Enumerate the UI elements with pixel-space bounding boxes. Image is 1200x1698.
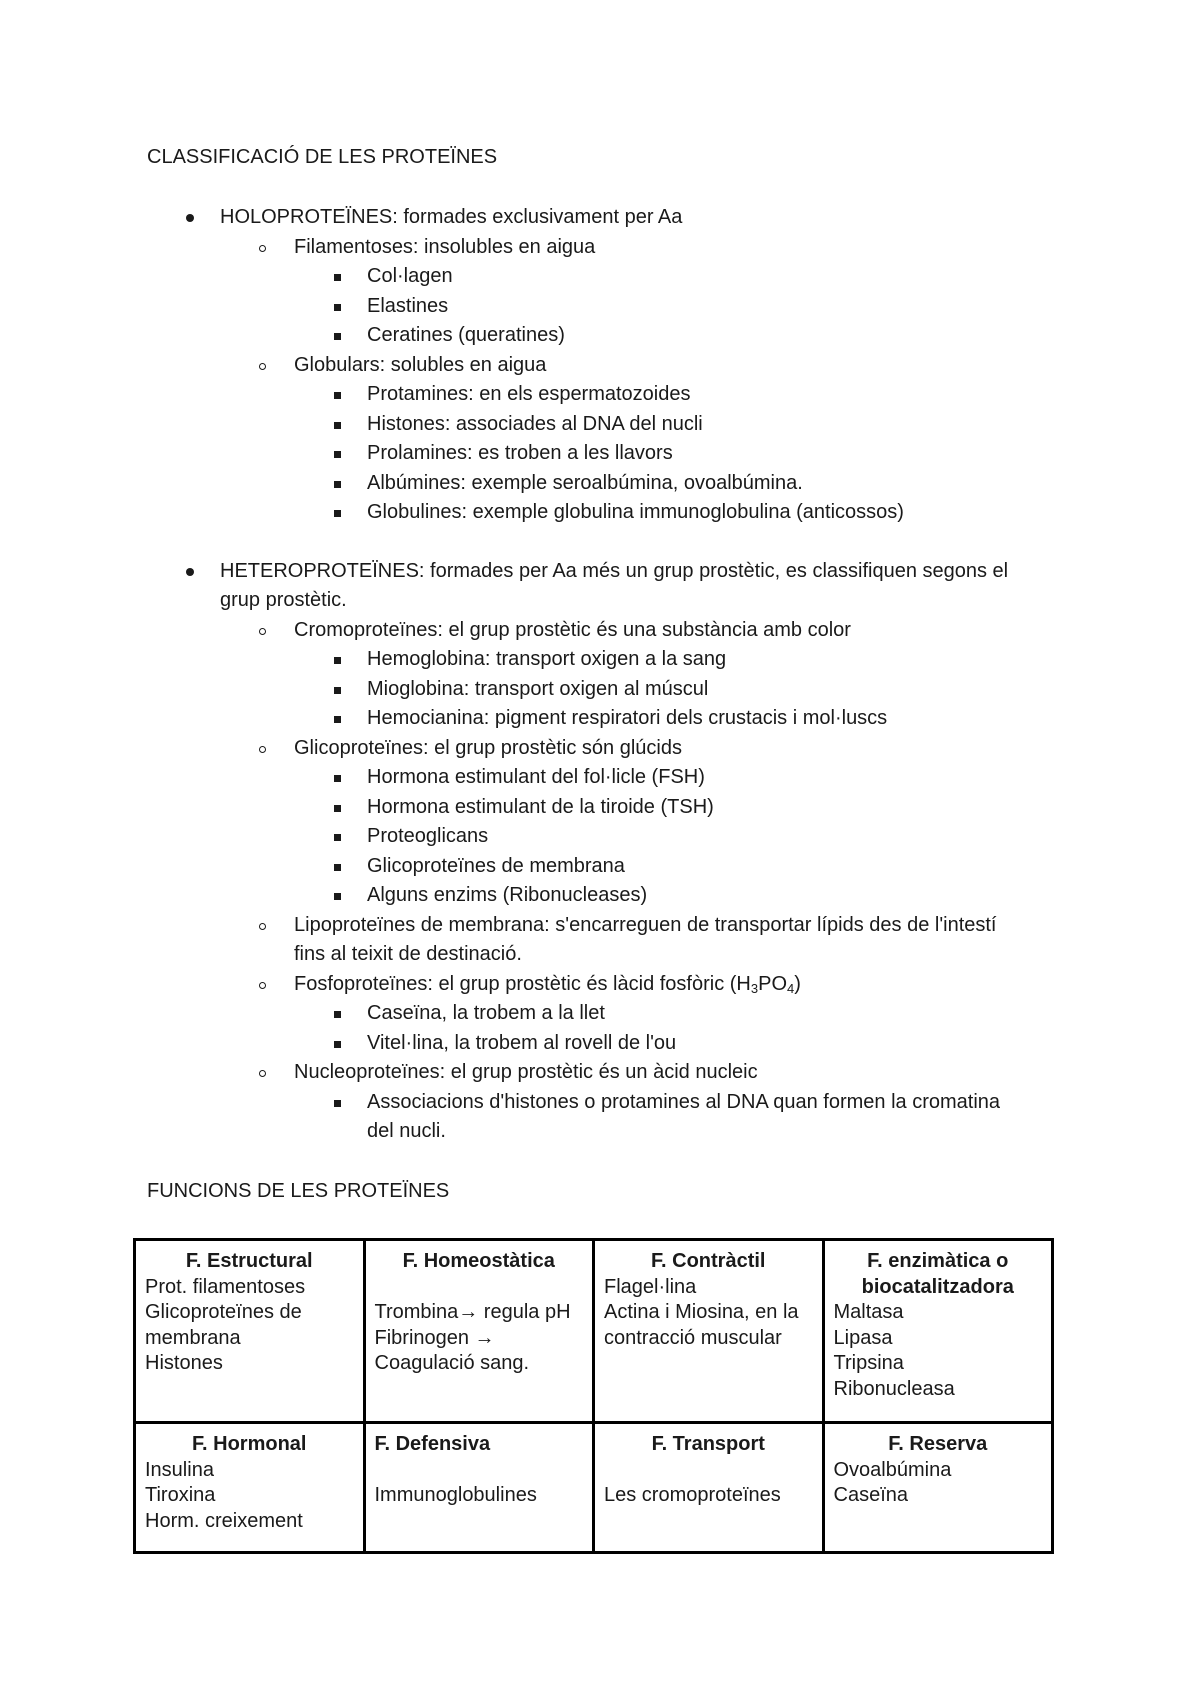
hollow-circle-bullet-icon	[259, 746, 266, 753]
square-bullet-icon	[334, 805, 341, 812]
classification-outline	[0, 203, 1200, 1147]
hollow-circle-bullet-icon	[259, 245, 266, 252]
hollow-circle-bullet-icon	[259, 628, 266, 635]
list-item: Proteoglicans	[0, 822, 1020, 852]
list-item-globulars: Globulars: solubles en aigua	[0, 351, 1020, 381]
square-bullet-icon	[334, 333, 341, 340]
list-item: Elastines	[0, 292, 1020, 322]
square-bullet-icon	[334, 1100, 341, 1107]
list-item: Caseïna, la trobem a la llet	[0, 999, 1020, 1029]
table-cell-contractil: F. Contràctil Flagel·lina Actina i Miosina, en la contracció muscular	[594, 1240, 824, 1423]
table-cell-estructural: F. Estructural Prot. filamentoses Glicoproteïnes de membrana Histones	[135, 1240, 365, 1423]
square-bullet-icon	[334, 1041, 341, 1048]
table-cell-reserva: F. Reserva Ovoalbúmina Caseïna	[823, 1423, 1053, 1553]
list-item: Vitel·lina, la trobem al rovell de l'ou	[0, 1029, 1020, 1059]
table-cell-hormonal: F. Hormonal Insulina Tiroxina Horm. creixement	[135, 1423, 365, 1553]
list-item: Alguns enzims (Ribonucleases)	[0, 881, 1020, 911]
table-cell-defensiva: F. Defensiva Immunoglobulines	[364, 1423, 594, 1553]
list-item: Ceratines (queratines)	[0, 321, 1020, 351]
list-item: Albúmines: exemple seroalbúmina, ovoalbúmina.	[0, 469, 1020, 499]
functions-heading: FUNCIONS DE LES PROTEÏNES	[147, 1180, 450, 1202]
list-item: Histones: associades al DNA del nucli	[0, 410, 1020, 440]
functions-table	[133, 1238, 1054, 1554]
square-bullet-icon	[334, 864, 341, 871]
square-bullet-icon	[334, 392, 341, 399]
list-item: Glicoproteïnes de membrana	[0, 852, 1020, 882]
square-bullet-icon	[334, 687, 341, 694]
square-bullet-icon	[334, 304, 341, 311]
list-item: Associacions d'histones o protamines al DNA quan formen la cromatina del nucli.	[0, 1088, 1020, 1147]
list-item: Hormona estimulant del fol·licle (FSH)	[0, 763, 1020, 793]
filled-circle-bullet-icon	[186, 214, 194, 222]
hollow-circle-bullet-icon	[259, 982, 266, 989]
table-cell-transport: F. Transport Les cromoproteïnes	[594, 1423, 824, 1553]
square-bullet-icon	[334, 775, 341, 782]
square-bullet-icon	[334, 1011, 341, 1018]
list-item-filamentoses: Filamentoses: insolubles en aigua	[0, 233, 1020, 263]
list-item-holoproteines: HOLOPROTEÏNES: formades exclusivament per Aa	[0, 203, 1020, 233]
list-item: Globulines: exemple globulina immunoglobulina (anticossos)	[0, 498, 1020, 528]
list-item: Hemoglobina: transport oxigen a la sang	[0, 645, 1020, 675]
list-item: Hormona estimulant de la tiroide (TSH)	[0, 793, 1020, 823]
list-item-fosfoproteines: Fosfoproteïnes: el grup prostètic és làcid fosfòric $(H_3PO_4)$	[0, 970, 1020, 1000]
square-bullet-icon	[334, 657, 341, 664]
square-bullet-icon	[334, 481, 341, 488]
square-bullet-icon	[334, 510, 341, 517]
square-bullet-icon	[334, 451, 341, 458]
filled-circle-bullet-icon	[186, 568, 194, 576]
square-bullet-icon	[334, 716, 341, 723]
classification-heading: CLASSIFICACIÓ DE LES PROTEÏNES	[147, 146, 498, 168]
list-item: Col·lagen	[0, 262, 1020, 292]
list-item-heteroproteines: HETEROPROTEÏNES: formades per Aa més un grup prostètic, es classifiquen segons el grup prostètic.	[0, 557, 1020, 616]
table-cell-homeostatica: F. Homeostàtica Trombina→ regula pH Fibrinogen → Coagulació sang.	[364, 1240, 594, 1423]
hollow-circle-bullet-icon	[259, 363, 266, 370]
list-item-cromoproteines: Cromoproteïnes: el grup prostètic és una substància amb color	[0, 616, 1020, 646]
list-item: Hemocianina: pigment respiratori dels crustacis i mol·luscs	[0, 704, 1020, 734]
table-cell-enzimatica: F. enzimàtica o biocatalitzadora Maltasa Lipasa Tripsina Ribonucleasa	[823, 1240, 1053, 1423]
list-item: Prolamines: es troben a les llavors	[0, 439, 1020, 469]
list-item: Mioglobina: transport oxigen al múscul	[0, 675, 1020, 705]
square-bullet-icon	[334, 834, 341, 841]
hollow-circle-bullet-icon	[259, 923, 266, 930]
square-bullet-icon	[334, 893, 341, 900]
list-item-glicoproteines: Glicoproteïnes: el grup prostètic són glúcids	[0, 734, 1020, 764]
list-item-lipoproteines: Lipoproteïnes de membrana: s'encarreguen de transportar lípids des de l'intestí fins al teixit de destinació.	[0, 911, 1020, 970]
list-spacer	[0, 528, 1200, 557]
square-bullet-icon	[334, 422, 341, 429]
table-row	[135, 1240, 1053, 1423]
table-row	[135, 1423, 1053, 1553]
list-item: Protamines: en els espermatozoides	[0, 380, 1020, 410]
list-item-nucleoproteines: Nucleoproteïnes: el grup prostètic és un àcid nucleic	[0, 1058, 1020, 1088]
square-bullet-icon	[334, 274, 341, 281]
hollow-circle-bullet-icon	[259, 1070, 266, 1077]
